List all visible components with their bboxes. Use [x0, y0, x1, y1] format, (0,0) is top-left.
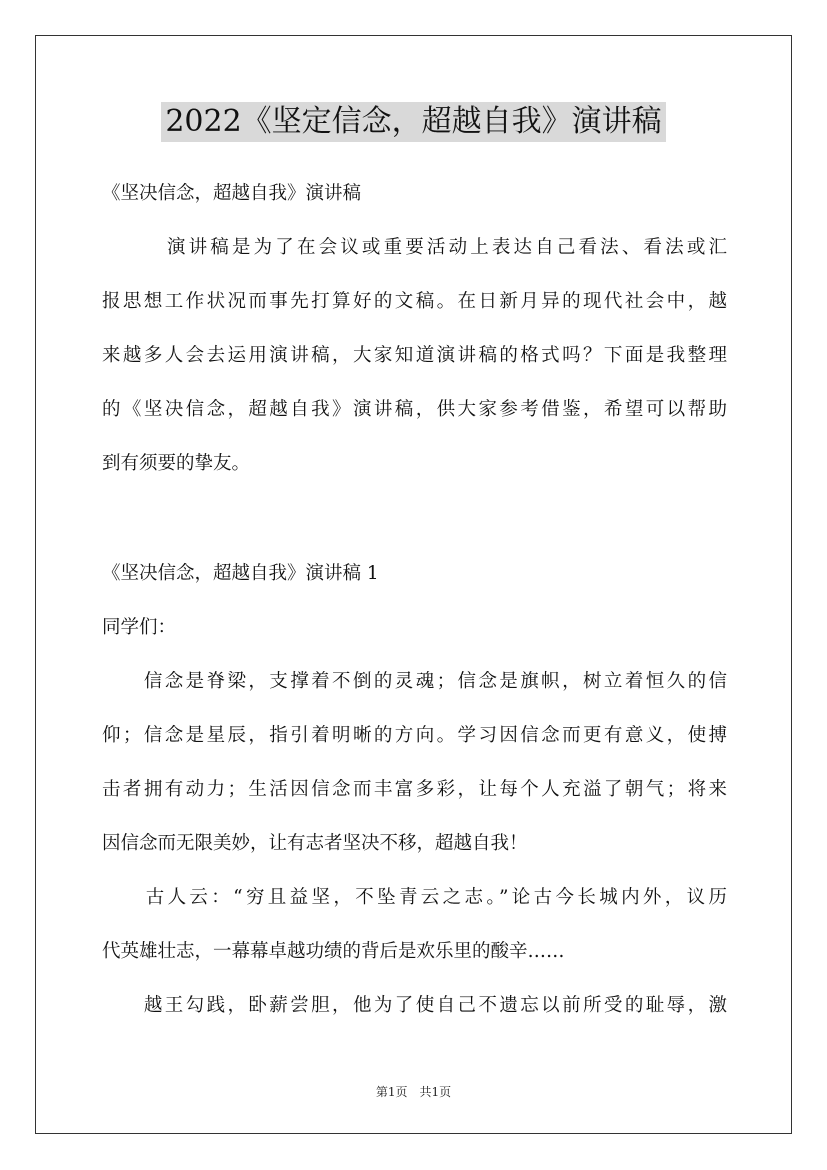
paragraph-line: 代英雄壮志，一幕幕卓越功绩的背后是欢乐里的酸辛……: [102, 941, 565, 962]
title-container: [0, 102, 827, 142]
paragraph-line: 信念是脊梁，支撑着不倒的灵魂；信念是旗帜，树立着恒久的信: [102, 671, 727, 692]
paragraph-line: 击者拥有动力；生活因信念而丰富多彩，让每个人充溢了朝气；将来: [102, 779, 727, 800]
salutation: 同学们：: [102, 617, 177, 638]
paragraph-line: 古人云：“穷且益坚，不坠青云之志。”论古今长城内外，议历: [102, 887, 727, 908]
document-title: 2022《坚定信念，超越自我》演讲稿: [161, 102, 665, 142]
paragraph-line: 报思想工作状况而事先打算好的文稿。在日新月异的现代社会中，越: [102, 291, 727, 312]
subtitle-line: 《坚决信念，超越自我》演讲稿: [102, 183, 362, 204]
page-number: 第1页 共1页: [375, 1085, 452, 1099]
paragraph-line: 因信念而无限美妙，让有志者坚决不移，超越自我！: [102, 833, 528, 854]
section-heading: 《坚决信念，超越自我》演讲稿 1: [102, 563, 379, 584]
paragraph-line: 的《坚决信念，超越自我》演讲稿，供大家参考借鉴，希望可以帮助: [102, 399, 727, 420]
paragraph-line: 演讲稿是为了在会议或重要活动上表达自己看法、看法或汇: [102, 237, 727, 258]
paragraph-line: 到有须要的挚友。: [102, 453, 251, 474]
paragraph-line: 来越多人会去运用演讲稿，大家知道演讲稿的格式吗？下面是我整理: [102, 345, 727, 366]
paragraph-line: 越王勾践，卧薪尝胆，他为了使自己不遗忘以前所受的耻辱，激: [102, 995, 727, 1016]
paragraph-line: 仰；信念是星辰，指引着明晰的方向。学习因信念而更有意义，使搏: [102, 725, 727, 746]
